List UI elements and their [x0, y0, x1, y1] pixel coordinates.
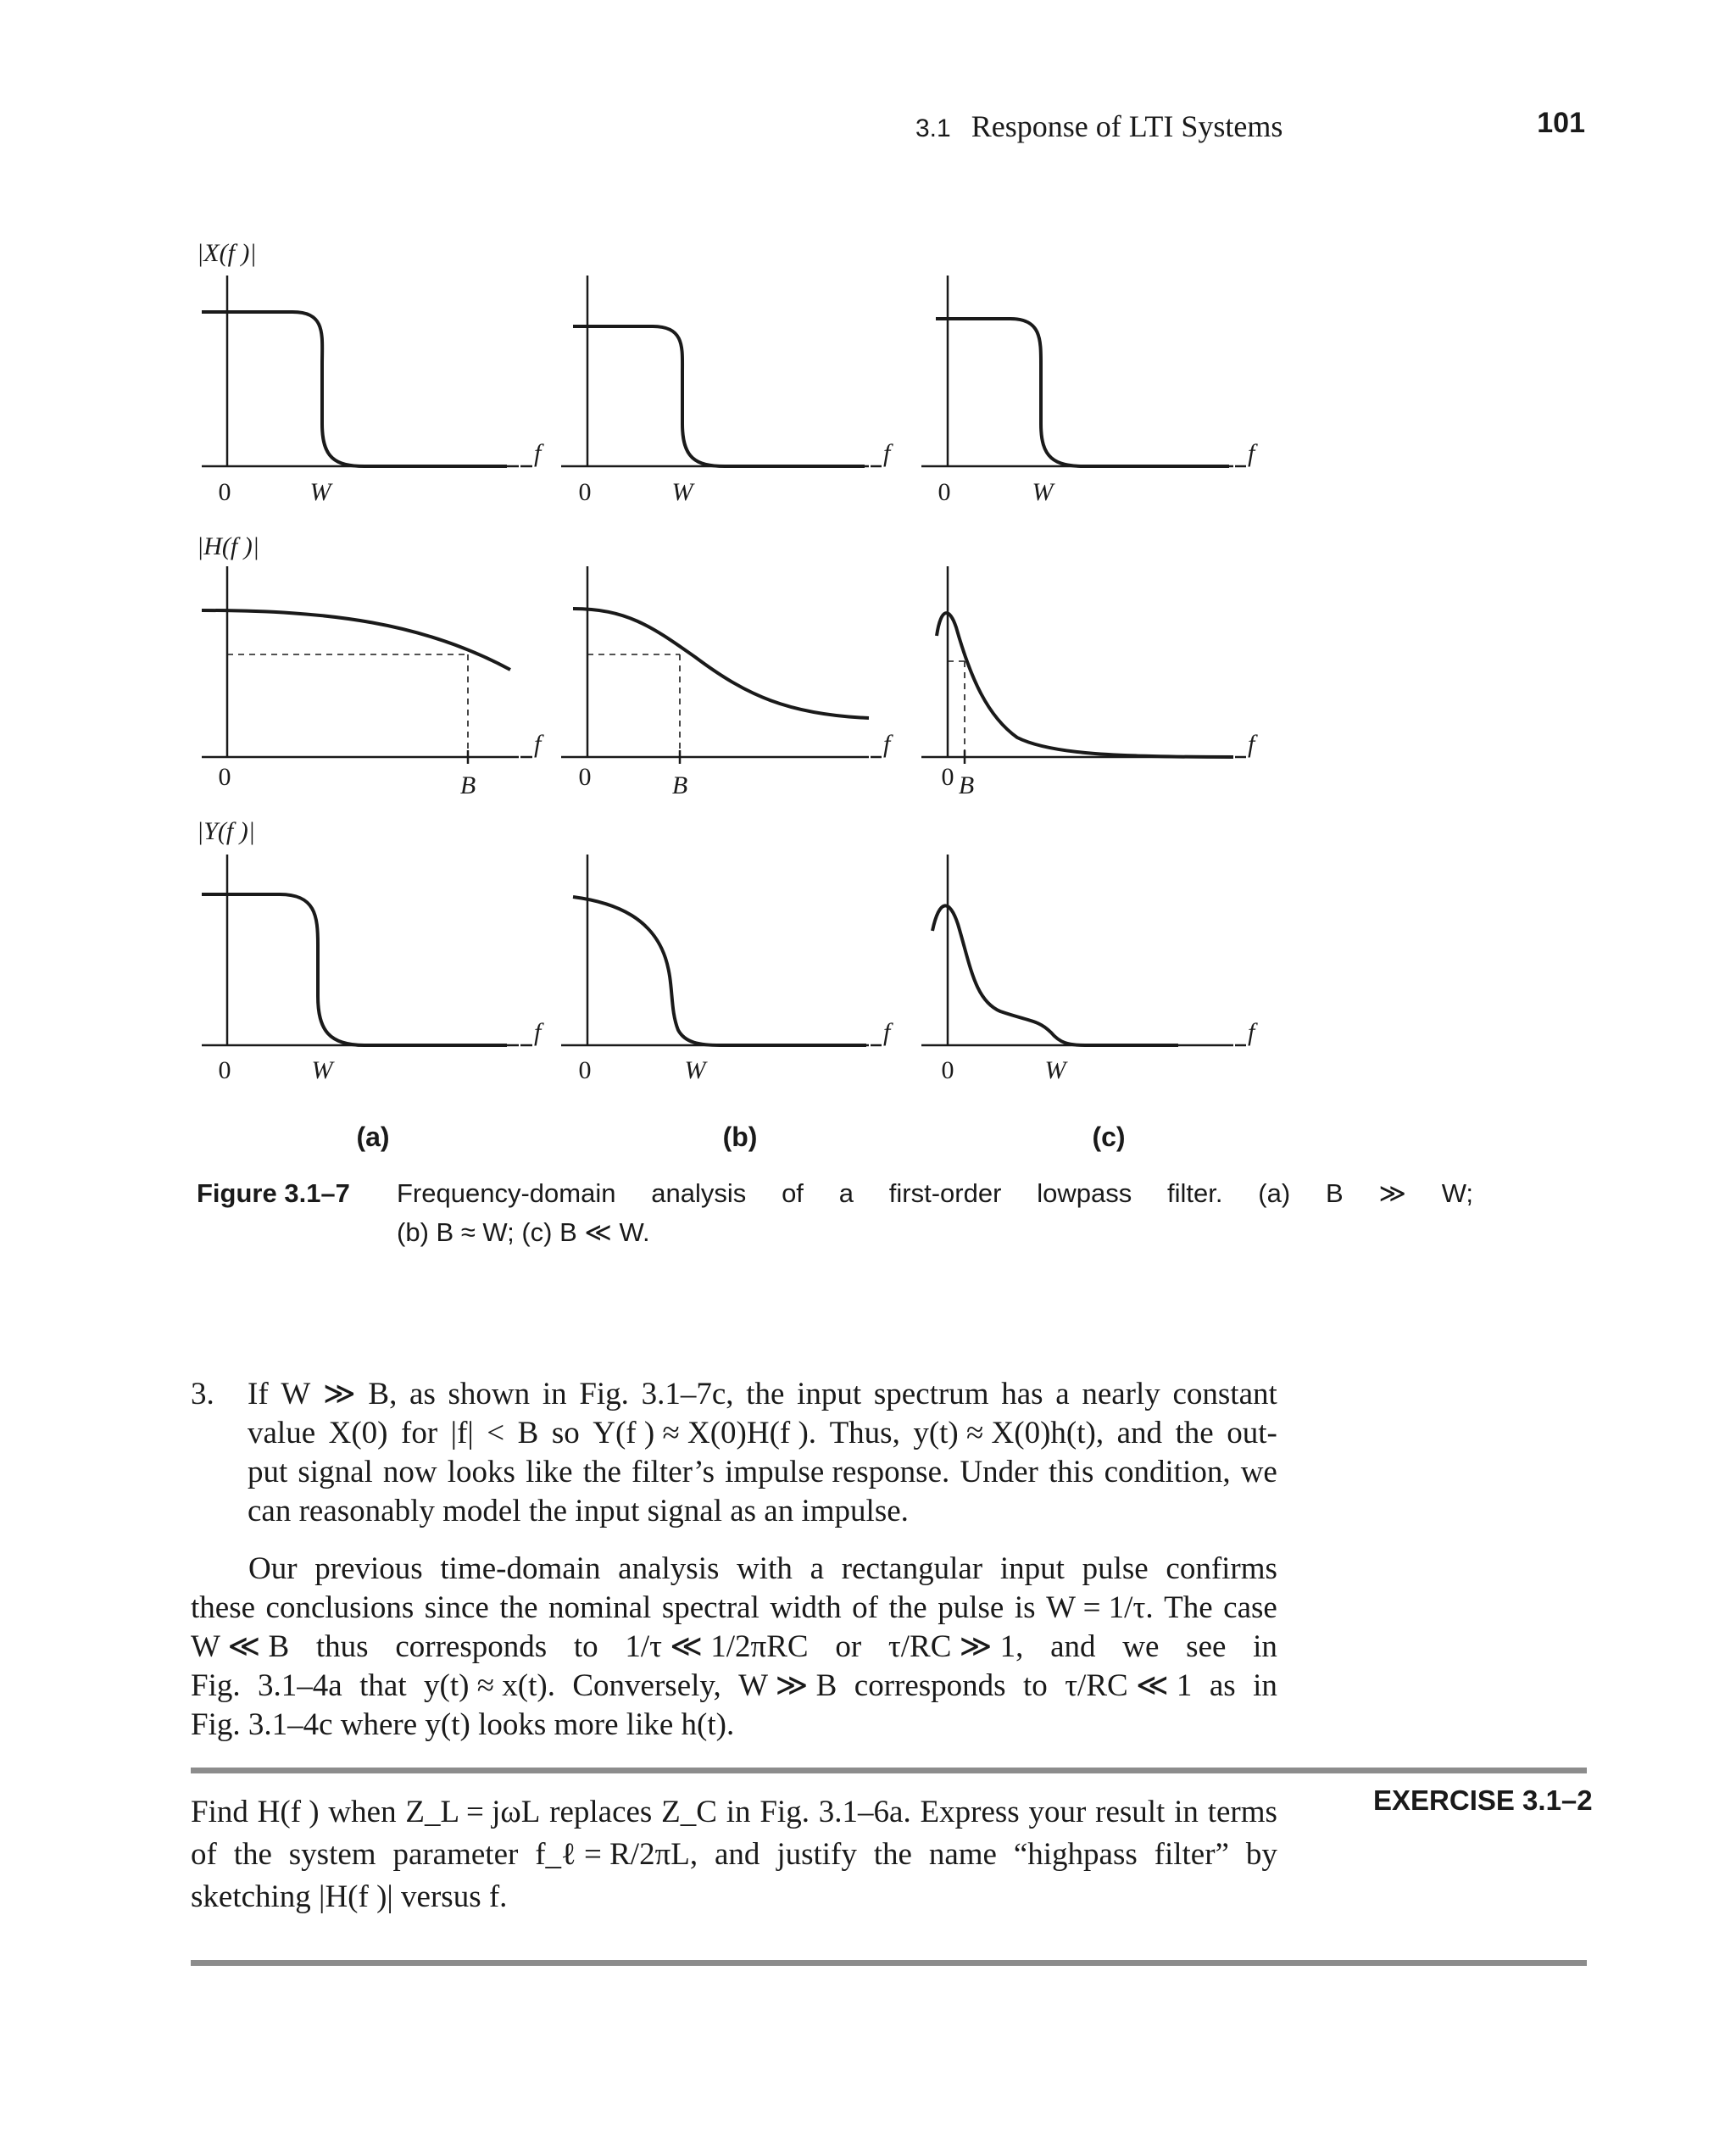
- tick-label-w: W: [671, 478, 693, 506]
- item3-word: signal: [298, 1455, 373, 1489]
- paragraph-word: 1/τ ≪ 1/2πRC: [625, 1629, 809, 1664]
- item3-word: value: [248, 1416, 316, 1450]
- item3-word: has: [1001, 1377, 1043, 1411]
- item3-word: a: [1055, 1377, 1070, 1411]
- paragraph-word: 3.1–4a: [258, 1668, 342, 1703]
- paragraph-word: pulse: [1082, 1551, 1149, 1586]
- item3-word: nearly: [1082, 1377, 1160, 1411]
- exercise-line: sketching |H(f )| versus f.: [191, 1879, 508, 1914]
- paragraph-word: corresponds: [395, 1629, 548, 1664]
- section-title: Response of LTI Systems: [971, 109, 1283, 143]
- row-label-x: |X(f )|: [197, 239, 257, 267]
- tick-label-zero: 0: [938, 478, 951, 506]
- tick-label-zero: 0: [218, 1056, 231, 1084]
- paragraph-word: τ/RC ≪ 1: [1065, 1668, 1193, 1703]
- tick-label-zero: 0: [578, 763, 592, 791]
- item3-word: |f|: [450, 1416, 474, 1450]
- item3-word: Fig.: [579, 1377, 629, 1411]
- h-response-curve: [202, 610, 510, 670]
- exercise-word: terms: [1207, 1795, 1277, 1829]
- paragraph-word: we: [1122, 1629, 1160, 1664]
- item3-line: [248, 1453, 1277, 1492]
- exercise-word: of: [191, 1837, 217, 1872]
- caption-label: Figure 3.1–7: [197, 1178, 350, 1208]
- item3-word: impulse response.: [725, 1455, 950, 1489]
- caption-word: filter.: [1167, 1178, 1223, 1208]
- exercise-word: filter”: [1154, 1837, 1229, 1872]
- paragraph-word: the: [499, 1590, 538, 1625]
- exercise-word: Z_C: [661, 1795, 717, 1829]
- panel-label-c: (c): [1092, 1122, 1126, 1152]
- item3-word: and: [1116, 1416, 1163, 1450]
- axis-label-f: f: [883, 1018, 891, 1046]
- y-spectrum-curve: [202, 894, 507, 1045]
- tick-label-w: W: [311, 1056, 333, 1084]
- item3-word: shown: [448, 1377, 531, 1411]
- exercise-word: the: [233, 1837, 272, 1872]
- exercise-bottom-rule: [191, 1960, 1587, 1966]
- exercise-word: Fig.: [760, 1795, 810, 1829]
- exercise-line: [191, 1793, 1277, 1832]
- paragraph-word: of: [852, 1590, 878, 1625]
- axis-label-f: f: [1248, 439, 1255, 467]
- caption-word: of: [782, 1178, 804, 1208]
- exercise-word: replaces: [549, 1795, 653, 1829]
- item3-word: as: [409, 1377, 436, 1411]
- exercise-word: f_ℓ = R/2πL,: [535, 1837, 698, 1872]
- item3-word: the: [582, 1455, 621, 1489]
- tick-label-zero: 0: [941, 763, 954, 791]
- tick-label-b: B: [459, 771, 476, 799]
- exercise-top-rule: [191, 1768, 1587, 1773]
- paragraph-word: thus: [315, 1629, 369, 1664]
- item3-word: If: [248, 1377, 269, 1411]
- item3-word: condition,: [1104, 1455, 1231, 1489]
- x-spectrum-curve: [573, 326, 865, 466]
- axis-label-f: f: [1248, 730, 1255, 758]
- item3-word: y(t) ≈ X(0)h(t),: [913, 1416, 1104, 1450]
- exercise-line: [191, 1835, 1277, 1874]
- paragraph-line: Fig. 3.1–4c where y(t) looks more like h(t).: [191, 1707, 735, 1742]
- item3-word: out-: [1227, 1416, 1277, 1450]
- panel-label-b: (b): [722, 1122, 758, 1152]
- paragraph-word: corresponds: [854, 1668, 1006, 1703]
- caption-word: analysis: [651, 1178, 747, 1208]
- exercise-word: system: [288, 1837, 376, 1872]
- tick-label-b: B: [671, 771, 688, 799]
- tick-label-w: W: [1044, 1056, 1066, 1084]
- axis-label-f: f: [534, 1018, 542, 1046]
- axis-label-f: f: [883, 730, 891, 758]
- item3-word: the: [746, 1377, 785, 1411]
- item3-word: put: [248, 1455, 288, 1489]
- paragraph-word: confirms: [1166, 1551, 1277, 1586]
- item3-word: the: [1175, 1416, 1214, 1450]
- paragraph-word: as: [1209, 1668, 1236, 1703]
- item3-word: now: [382, 1455, 437, 1489]
- y-spectrum-curve: [573, 897, 866, 1045]
- tick-label-w: W: [1032, 478, 1054, 506]
- item3-word: 3.1–7c,: [641, 1377, 734, 1411]
- caption-word: Frequency-domain: [397, 1178, 616, 1208]
- item3-word: we: [1240, 1455, 1277, 1489]
- axis-label-f: f: [534, 730, 542, 758]
- paragraph-word: nominal: [548, 1590, 652, 1625]
- paragraph-word: that: [359, 1668, 407, 1703]
- caption-line-1: [397, 1178, 1473, 1209]
- tick-label-zero: 0: [578, 1056, 592, 1084]
- tick-label-zero: 0: [578, 478, 592, 506]
- exercise-word: Z_L = jωL: [405, 1795, 541, 1829]
- axis-label-f: f: [534, 439, 542, 467]
- caption-word: lowpass: [1037, 1178, 1132, 1208]
- item3-word: constant: [1172, 1377, 1277, 1411]
- item3-word: filter’s: [632, 1455, 715, 1489]
- paragraph-word: τ/RC ≫ 1,: [887, 1629, 1024, 1664]
- exercise-word: when: [328, 1795, 397, 1829]
- item3-word: spectrum: [873, 1377, 989, 1411]
- paragraph-word: time-domain: [440, 1551, 601, 1586]
- paragraph-word: in: [1253, 1629, 1277, 1664]
- tick-label-w: W: [309, 478, 331, 506]
- exercise-word: in: [1174, 1795, 1199, 1829]
- exercise-word: justify: [776, 1837, 857, 1872]
- list-number: 3.: [191, 1377, 214, 1411]
- paragraph-word: W ≪ B: [191, 1629, 290, 1664]
- section-number: 3.1: [915, 114, 951, 142]
- paragraph-word: these: [191, 1590, 256, 1625]
- item3-word: like: [526, 1455, 573, 1489]
- caption-line-2: (b) B ≈ W; (c) B ≪ W.: [397, 1217, 650, 1247]
- item3-word: for: [401, 1416, 438, 1450]
- exercise-word: in: [726, 1795, 751, 1829]
- paragraph-word: pulse: [938, 1590, 1004, 1625]
- exercise-word: by: [1245, 1837, 1277, 1872]
- paragraph-word: rectangular: [841, 1551, 983, 1586]
- item3-word: X(0): [328, 1416, 388, 1450]
- tick-label-zero: 0: [218, 478, 231, 506]
- exercise-word: the: [873, 1837, 912, 1872]
- exercise-word: result: [1095, 1795, 1166, 1829]
- item3-word: B: [517, 1416, 539, 1450]
- item3-word: <: [487, 1416, 505, 1450]
- paragraph-word: see: [1186, 1629, 1227, 1664]
- caption-word: (a): [1258, 1178, 1291, 1208]
- item3-word: Under: [960, 1455, 1038, 1489]
- caption-word: first-order: [888, 1178, 1002, 1208]
- exercise-word: Find: [191, 1795, 248, 1829]
- page-number: 101: [1537, 107, 1585, 139]
- tick-label-zero: 0: [941, 1056, 954, 1084]
- paragraph-word: W = 1/τ.: [1046, 1590, 1154, 1625]
- exercise-word: Express: [920, 1795, 1020, 1829]
- paragraph-word: previous: [314, 1551, 423, 1586]
- row-label-y: |Y(f )|: [197, 817, 255, 845]
- paragraph-word: to: [573, 1629, 598, 1664]
- paragraph-word: analysis: [618, 1551, 720, 1586]
- exercise-word: 3.1–6a.: [818, 1795, 911, 1829]
- item3-word: in: [542, 1377, 567, 1411]
- paragraph-word: Our: [248, 1551, 298, 1586]
- paragraph-word: and: [1050, 1629, 1096, 1664]
- caption-word: a: [838, 1178, 854, 1208]
- caption-word: B: [1325, 1178, 1344, 1208]
- tick-label-w: W: [684, 1056, 706, 1084]
- paragraph-word: W ≫ B: [738, 1668, 837, 1703]
- item3-line: can reasonably model the input signal as an impulse.: [248, 1494, 909, 1528]
- paragraph-word: to: [1022, 1668, 1048, 1703]
- item3-word: input: [797, 1377, 862, 1411]
- paragraph-word: in: [1253, 1668, 1277, 1703]
- x-spectrum-curve: [936, 319, 1229, 466]
- item3-line: [248, 1375, 1277, 1414]
- exercise-word: your: [1028, 1795, 1087, 1829]
- paragraph-word: case: [1223, 1590, 1277, 1625]
- panel-label-a: (a): [356, 1122, 390, 1152]
- y-spectrum-curve: [932, 905, 1178, 1045]
- h-response-curve: [937, 613, 1233, 757]
- tick-label-b: B: [958, 771, 975, 799]
- paragraph-line: [248, 1550, 1277, 1589]
- item3-word: so: [551, 1416, 580, 1450]
- paragraph-word: Conversely,: [572, 1668, 721, 1703]
- exercise-word: and: [715, 1837, 760, 1872]
- item3-word: this: [1048, 1455, 1094, 1489]
- paragraph-word: spectral: [661, 1590, 760, 1625]
- paragraph-word: Fig.: [191, 1668, 241, 1703]
- item3-word: looks: [447, 1455, 515, 1489]
- paragraph-word: the: [888, 1590, 927, 1625]
- paragraph-word: with: [737, 1551, 793, 1586]
- exercise-word: H(f ): [257, 1795, 320, 1829]
- item3-word: B,: [368, 1377, 398, 1411]
- paragraph-word: a: [810, 1551, 824, 1586]
- row-label-h: |H(f )|: [197, 532, 259, 560]
- item3-word: W: [281, 1377, 311, 1411]
- paragraph-word: is: [1014, 1590, 1036, 1625]
- paragraph-word: The: [1164, 1590, 1213, 1625]
- exercise-word: name: [928, 1837, 997, 1872]
- axis-label-f: f: [883, 439, 891, 467]
- item3-word: ≫: [322, 1377, 356, 1411]
- item3-word: Thus,: [829, 1416, 900, 1450]
- paragraph-line: [191, 1589, 1277, 1628]
- x-spectrum-curve: [202, 312, 507, 466]
- paragraph-word: conclusions: [265, 1590, 415, 1625]
- h-response-curve: [573, 609, 869, 718]
- exercise-word: “highpass: [1013, 1837, 1138, 1872]
- paragraph-line: [191, 1628, 1277, 1667]
- axis-label-f: f: [1248, 1018, 1255, 1046]
- exercise-word: parameter: [392, 1837, 519, 1872]
- caption-word: ≫: [1378, 1178, 1406, 1208]
- paragraph-line: [191, 1667, 1277, 1706]
- paragraph-word: width: [770, 1590, 842, 1625]
- paragraph-word: input: [999, 1551, 1065, 1586]
- caption-word: W;: [1441, 1178, 1473, 1208]
- item3-line: [248, 1414, 1277, 1453]
- paragraph-word: since: [424, 1590, 489, 1625]
- paragraph-word: y(t) ≈ x(t).: [424, 1668, 555, 1703]
- exercise-label: EXERCISE 3.1–2: [1373, 1784, 1593, 1816]
- tick-label-zero: 0: [218, 763, 231, 791]
- item3-word: Y(f ) ≈ X(0)H(f ).: [593, 1416, 817, 1450]
- paragraph-word: or: [835, 1629, 862, 1664]
